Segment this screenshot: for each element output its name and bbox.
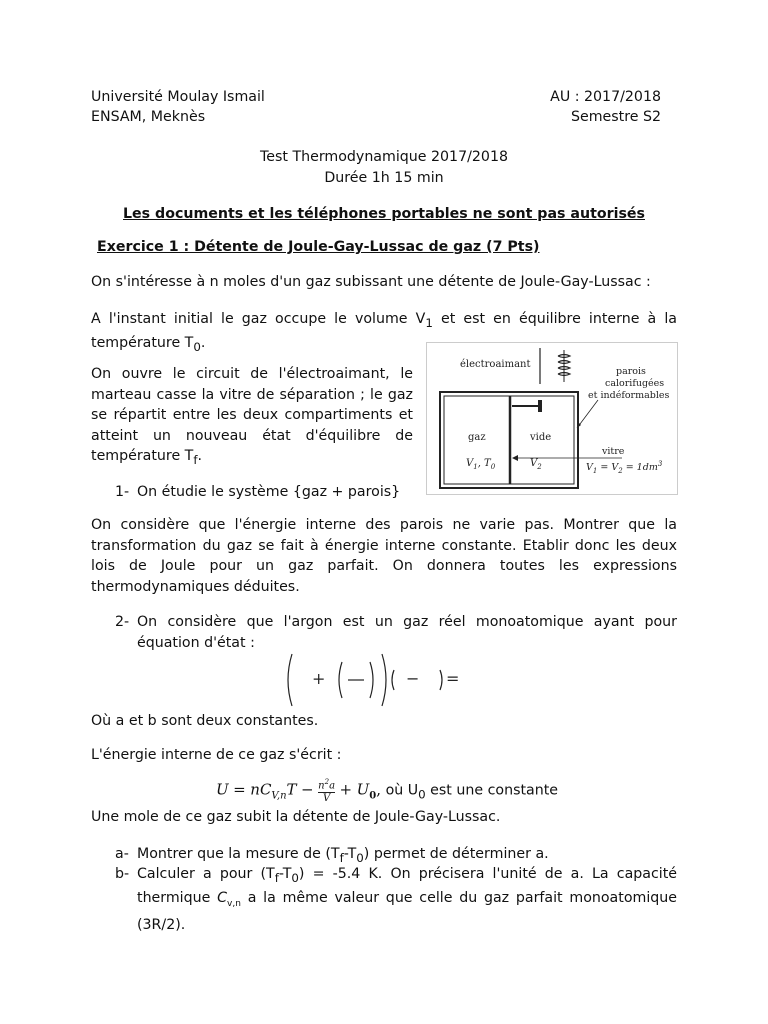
volume-equation: $V_1 = V_2 = 1dm^3$ xyxy=(586,460,663,475)
exercise-intro: On s'intéresse à n moles d'un gaz subissant une détente de Joule-Gay-Lussac : xyxy=(91,274,651,290)
right-state: $V_2$ xyxy=(530,458,542,471)
question-1-body: On considère que l'énergie interne des parois ne varie pas. Montrer que la transformation du gaz se fait à énergie interne constante. Etablir donc les deux lois de Joule pour un gaz parfait. On donnera toutes les expressions thermodynamiques déduites. xyxy=(91,517,677,595)
question-2-number: 2- xyxy=(115,614,130,630)
gas-label: gaz xyxy=(468,432,486,443)
one-mole-note: Une mole de ce gaz subit la détente de Joule-Gay-Lussac. xyxy=(91,809,501,825)
question-2-text: On considère que l'argon est un gaz réel monoatomique ayant pour équation d'état : xyxy=(137,614,677,651)
left-state: $V_1$, $T_0$ xyxy=(466,458,496,471)
state-equation xyxy=(282,650,482,710)
walls-label-2: calorifugées xyxy=(605,378,665,389)
exercise-title: Exercice 1 : Détente de Joule-Gay-Lussac de gaz (7 Pts) xyxy=(97,239,540,255)
question-a-text: Montrer que la mesure de $(T_f-T_0)$ permet de déterminer a. xyxy=(137,846,549,865)
walls-label-3: et indéformables xyxy=(588,390,670,401)
vide-label: vide xyxy=(530,432,552,443)
electro-label: électroaimant xyxy=(460,359,531,370)
semester: Semestre S2 xyxy=(570,109,661,125)
question-b-text: Calculer a pour $(T_f-T_0) = -5.4$ K. On précisera l'unité de a. La capacité thermique $C_{v,n}$ a la même valeur que celle du gaz parfait monoatomique (3R/2). xyxy=(137,866,677,933)
eq-plus: + xyxy=(312,669,326,688)
question-1-number: 1- xyxy=(115,484,130,500)
joule-gay-lussac-figure xyxy=(426,342,678,495)
test-duration: Durée 1h 15 min xyxy=(324,170,444,186)
initial-state-paragraph: A l'instant initial le gaz occupe le volume $V_1$ et est en équilibre interne à la température $T_0$. xyxy=(91,311,677,355)
university-name: Université Moulay Ismail xyxy=(91,89,265,105)
vitre-label: vitre xyxy=(602,446,625,457)
constants-note: Où a et b sont deux constantes. xyxy=(91,713,319,729)
question-1-text: On étudie le système {gaz + parois} xyxy=(137,484,401,500)
opening-paragraph: On ouvre le circuit de l'électroaimant, le marteau casse la vitre de séparation ; le gaz se répartit entre les deux compartiments et atteint un nouveau état d'équilibre de température $T_f$. xyxy=(91,366,413,467)
notice: Les documents et les téléphones portables ne sont pas autorisés xyxy=(123,206,645,222)
eq-minus: − xyxy=(406,669,420,688)
question-b-number: b- xyxy=(115,866,130,882)
school-name: ENSAM, Meknès xyxy=(91,109,206,125)
energy-intro: L'énergie interne de ce gaz s'écrit : xyxy=(91,747,342,763)
walls-label-1: parois xyxy=(616,366,646,377)
question-a-number: a- xyxy=(115,846,129,862)
eq-equals: = xyxy=(446,669,460,688)
energy-equation: $U = nC_{V,n}T$ − $\frac{n^2a}{V}$ + $U_0$, où $U_0$ est une constante xyxy=(216,778,559,805)
academic-year: AU : 2017/2018 xyxy=(550,89,661,105)
test-title: Test Thermodynamique 2017/2018 xyxy=(260,149,508,165)
